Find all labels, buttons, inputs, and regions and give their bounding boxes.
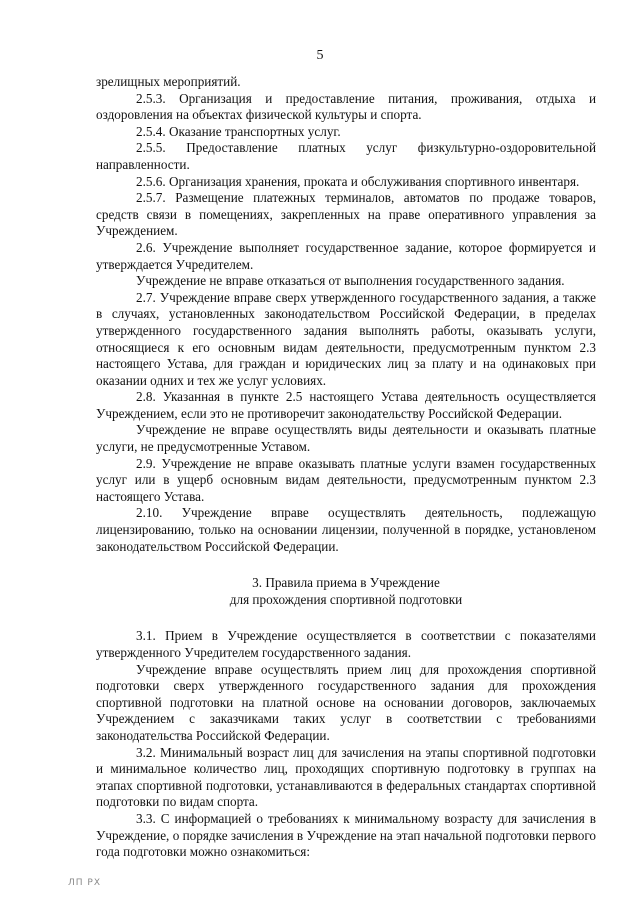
- paragraph: 3.2. Минимальный возраст лиц для зачисления на этапы спортивной подготовки и минимальное количество лиц, проходящих спортивную подготовку в группах на этапах спортивной подготовки, устанавливаются в федеральных стандартах спортивной подготовки по видам спорта.: [96, 744, 596, 810]
- paragraph: 2.8. Указанная в пункте 2.5 настоящего Устава деятельность осуществляется Учреждением, если это не противоречит законодательству Российской Федерации.: [96, 389, 596, 421]
- paragraph: 2.9. Учреждение не вправе оказывать платные услуги взамен государственных услуг или в ущерб основным видам деятельности, предусмотренным пунктом 2.3 настоящего Устава.: [96, 455, 596, 504]
- paragraph: Учреждение вправе осуществлять прием лиц для прохождения спортивной подготовки сверх утвержденного государственного задания для прохождения спортивной подготовки на платной основе на основании договоров, заключаемых Учреждением с заказчиками таких услуг в соответствии с требованиями законодательства Российской Федерации.: [96, 661, 596, 743]
- paragraph: 2.5.6. Организация хранения, проката и обслуживания спортивного инвентаря.: [136, 173, 580, 189]
- paragraph: 3.1. Прием в Учреждение осуществляется в соответствии с показателями утвержденного Учредителем государственного задания.: [96, 628, 596, 660]
- paragraph: 2.5.5. Предоставление платных услуг физкультурно-оздоровительной направленности.: [96, 140, 596, 172]
- paragraph: зрелищных мероприятий.: [96, 74, 241, 89]
- footer-mark: ЛП РХ: [68, 878, 101, 888]
- document-body: [96, 74, 596, 861]
- paragraph: 2.6. Учреждение выполняет государственное задание, которое формируется и утверждается Учредителем.: [96, 239, 596, 272]
- paragraph: 2.10. Учреждение вправе осуществлять деятельность, подлежащую лицензированию, только на основании лицензии, полученной в порядке, установленом законодательством Российской Федерации.: [96, 505, 596, 554]
- paragraphs-bottom: [96, 628, 596, 860]
- paragraph: Учреждение не вправе осуществлять виды деятельности и оказывать платные услуги, не предусмотренные Уставом.: [96, 422, 596, 455]
- section-heading-line-1: 3. Правила приема в Учреждение: [252, 575, 440, 591]
- paragraph: 2.7. Учреждение вправе сверх утвержденного государственного задания, а также в случаях, установленных законодательством Российской Федерации, в пределах утвержденного государственного задания выполнять работы, оказывать услуги, относящиеся к его основным видам деятельности, предусмотренным пунктом 2.3 настоящего Устава, для граждан и юридических лиц за плату и на одинаковых при оказании одних и тех же услуг условиях.: [96, 289, 596, 388]
- paragraphs-top: [96, 74, 596, 555]
- page-number: 5: [316, 48, 324, 63]
- paragraph: 2.5.4. Оказание транспортных услуг.: [136, 123, 341, 139]
- paragraph: 2.5.3. Организация и предоставление питания, проживания, отдыха и оздоровления на объектах физической культуры и спорта.: [96, 90, 596, 123]
- paragraph: 3.3. С информацией о требованиях к минимальному возрасту для зачисления в Учреждение, о порядке зачисления в Учреждение на этап начальной подготовки первого года подготовки можно ознакомиться:: [96, 810, 596, 860]
- paragraph: Учреждение не вправе отказаться от выполнения государственного задания.: [136, 273, 565, 289]
- paragraph: 2.5.7. Размещение платежных терминалов, автоматов по продаже товаров, средств связи в помещениях, закрепленных на праве оперативного управления за Учреждением.: [96, 190, 596, 239]
- section-heading: [96, 575, 596, 608]
- section-heading-line-2: для прохождения спортивной подготовки: [229, 591, 463, 607]
